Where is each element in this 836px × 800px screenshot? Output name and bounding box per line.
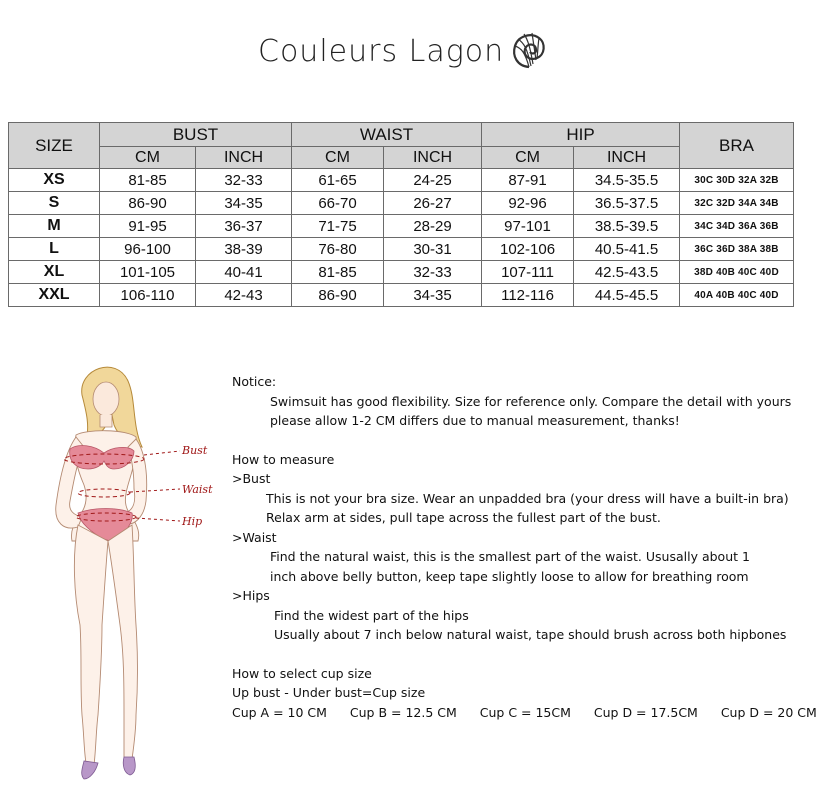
size-cell: S (9, 192, 100, 215)
waist-inch-cell: 30-31 (384, 238, 482, 261)
table-row (9, 215, 794, 238)
waist-inch-cell: 24-25 (384, 169, 482, 192)
bust-inch-cell: 42-43 (196, 284, 292, 307)
waist-header: WAIST (292, 123, 482, 147)
bust-inch-cell: 34-35 (196, 192, 292, 215)
bust-cm-cell: 86-90 (100, 192, 196, 215)
hip-inch-cell: 38.5-39.5 (574, 215, 680, 238)
bra-cell: 32C 32D 34A 34B (680, 192, 794, 215)
bust-inch-cell: 40-41 (196, 261, 292, 284)
waist-section-title: >Waist (232, 529, 277, 545)
hip-inch-cell: 34.5-35.5 (574, 169, 680, 192)
hip-cm-cell: 107-111 (482, 261, 574, 284)
hip-header: HIP (482, 123, 680, 147)
notice-text: please allow 1-2 CM differs due to manual measurement, thanks! (270, 413, 680, 428)
hip-inch-cell: 42.5-43.5 (574, 261, 680, 284)
hip-cm-header: CM (482, 147, 574, 169)
bra-cell: 34C 34D 36A 36B (680, 215, 794, 238)
nautilus-shell-icon (509, 30, 549, 70)
bust-cm-cell: 96-100 (100, 238, 196, 261)
bust-inch-cell: 38-39 (196, 238, 292, 261)
bust-cm-cell: 106-110 (100, 284, 196, 307)
waist-cm-cell: 66-70 (292, 192, 384, 215)
size-cell: XL (9, 261, 100, 284)
size-guide-notes (232, 372, 817, 722)
brand-name: Couleurs Lagon (258, 34, 505, 69)
bust-section-title: >Bust (232, 471, 271, 486)
bra-cell: 36C 36D 38A 38B (680, 238, 794, 261)
table-row (9, 261, 794, 284)
size-cell: XXL (9, 284, 100, 307)
bust-inch-cell: 36-37 (196, 215, 292, 238)
bust-instruction: Relax arm at sides, pull tape across the fullest part of the bust. (266, 510, 661, 525)
waist-label: Waist (182, 483, 213, 496)
bust-inch-header: INCH (196, 147, 292, 169)
waist-cm-cell: 71-75 (292, 215, 384, 238)
bust-cm-cell: 101-105 (100, 261, 196, 284)
bra-cell: 30C 30D 32A 32B (680, 169, 794, 192)
bust-header: BUST (100, 123, 292, 147)
waist-inch-cell: 34-35 (384, 284, 482, 307)
bust-cm-cell: 91-95 (100, 215, 196, 238)
table-row (9, 284, 794, 307)
cup-size-item: Cup A = 10 CM (232, 704, 327, 720)
size-cell: L (9, 238, 100, 261)
cup-size-item: Cup D = 17.5CM (593, 704, 698, 720)
cup-size-item: Cup B = 12.5 CM (349, 704, 457, 720)
hip-label: Hip (182, 515, 203, 528)
cup-size-item: Cup D = 20 CM (720, 704, 817, 720)
waist-inch-cell: 28-29 (384, 215, 482, 238)
notice-title: Notice: (232, 374, 277, 389)
bust-label: Bust (182, 444, 208, 457)
measure-title: How to measure (232, 451, 335, 467)
hips-section-title: >Hips (232, 588, 270, 603)
bust-cm-cell: 81-85 (100, 169, 196, 192)
cup-formula: Up bust - Under bust=Cup size (232, 685, 426, 700)
table-row (9, 192, 794, 215)
waist-instruction: Find the natural waist, this is the smallest part of the waist. Ususally about 1 (270, 549, 750, 564)
table-row (9, 238, 794, 261)
bra-header: BRA (680, 123, 794, 169)
cup-size-list (232, 703, 817, 723)
cup-size-item: Cup C = 15CM (479, 704, 571, 720)
waist-cm-cell: 61-65 (292, 169, 384, 192)
hip-cm-cell: 92-96 (482, 192, 574, 215)
cup-title: How to select cup size (232, 665, 372, 681)
size-chart-table (8, 122, 794, 307)
table-row (9, 169, 794, 192)
bra-cell: 38D 40B 40C 40D (680, 261, 794, 284)
hip-inch-cell: 40.5-41.5 (574, 238, 680, 261)
hip-cm-cell: 112-116 (482, 284, 574, 307)
hip-cm-cell: 97-101 (482, 215, 574, 238)
waist-cm-cell: 81-85 (292, 261, 384, 284)
hip-inch-cell: 44.5-45.5 (574, 284, 680, 307)
waist-cm-cell: 86-90 (292, 284, 384, 307)
body-measurement-illustration (20, 355, 230, 790)
waist-cm-header: CM (292, 147, 384, 169)
waist-inch-header: INCH (384, 147, 482, 169)
hips-instruction: Find the widest part of the hips (274, 607, 469, 623)
hips-instruction: Usually about 7 inch below natural waist, tape should brush across both hipbones (274, 627, 787, 642)
bust-cm-header: CM (100, 147, 196, 169)
bust-inch-cell: 32-33 (196, 169, 292, 192)
waist-inch-cell: 26-27 (384, 192, 482, 215)
waist-cm-cell: 76-80 (292, 238, 384, 261)
brand-header (0, 30, 800, 74)
size-header: SIZE (9, 123, 100, 169)
hip-inch-header: INCH (574, 147, 680, 169)
waist-inch-cell: 32-33 (384, 261, 482, 284)
hip-inch-cell: 36.5-37.5 (574, 192, 680, 215)
size-cell: M (9, 215, 100, 238)
hip-cm-cell: 102-106 (482, 238, 574, 261)
hip-cm-cell: 87-91 (482, 169, 574, 192)
bust-instruction: This is not your bra size. Wear an unpadded bra (your dress will have a built-in bra) (266, 490, 789, 506)
waist-instruction: inch above belly button, keep tape slightly loose to allow for breathing room (270, 568, 749, 584)
size-cell: XS (9, 169, 100, 192)
notice-text: Swimsuit has good flexibility. Size for reference only. Compare the detail with yours (270, 393, 792, 409)
bra-cell: 40A 40B 40C 40D (680, 284, 794, 307)
